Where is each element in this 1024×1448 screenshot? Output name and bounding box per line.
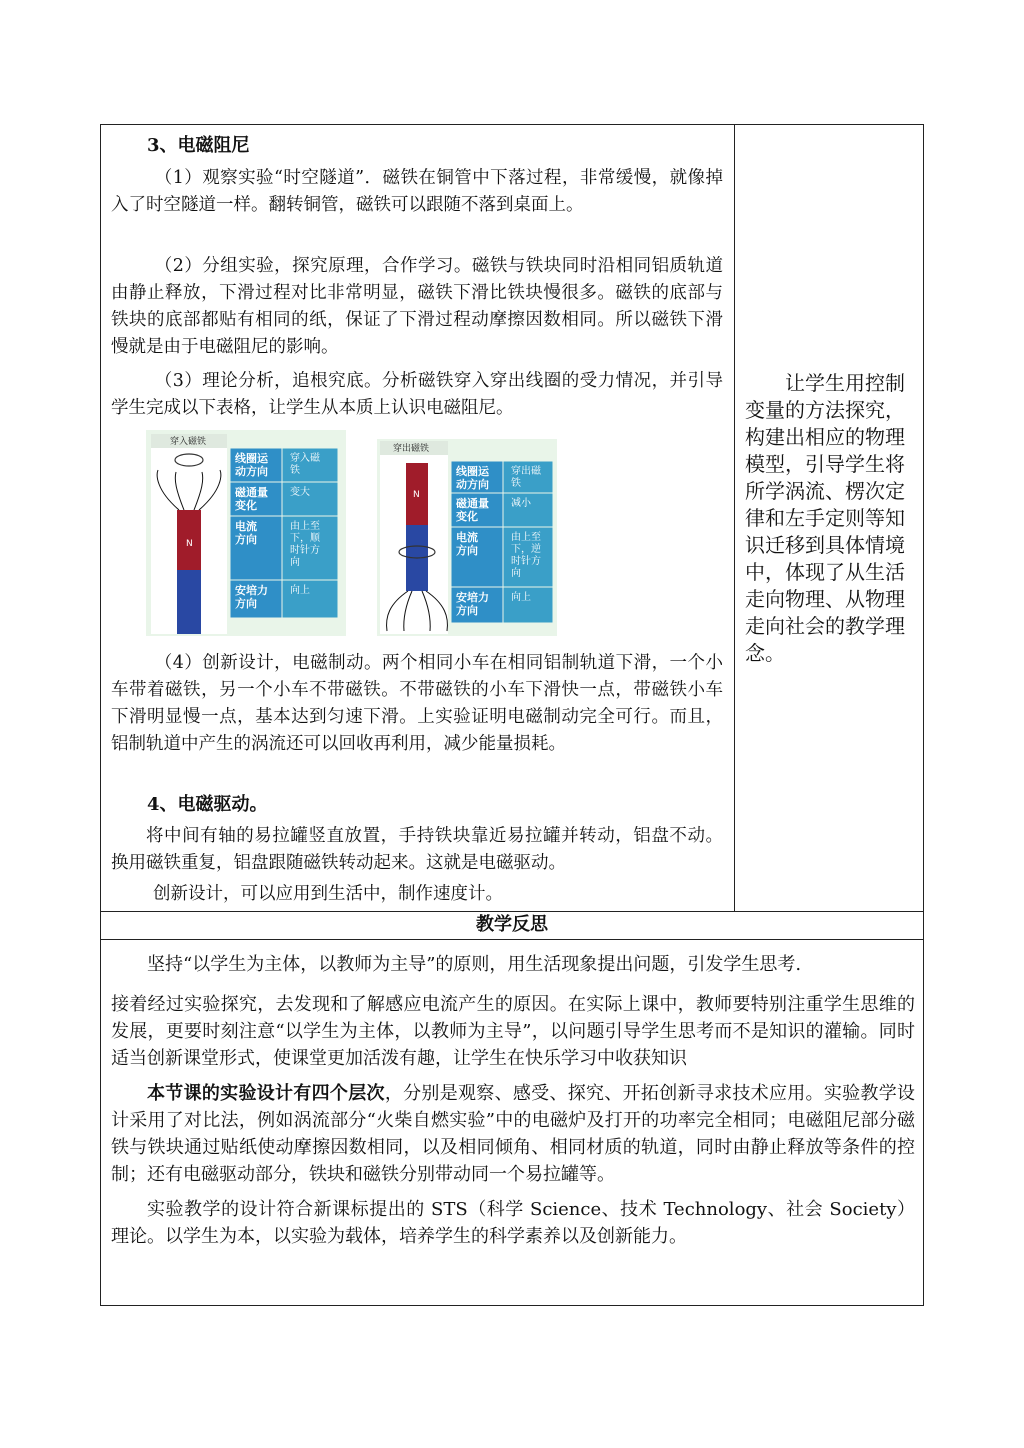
table-value-text: 向 (511, 568, 521, 579)
section3-heading: 3、电磁阻尼 (147, 135, 250, 156)
section4-heading: 4、电磁驱动。 (147, 794, 268, 815)
reflection-paragraph-2: 接着经过实验探究，去发现和了解感应电流产生的原因。在实际上课中，教师要特别注重学生思维的发展，更要时刻注意“以学生为主体，以教师为主导”，以问题引导学生思考而不是知识的灌输。同时适当创新课堂形式，使课堂更加活泼有趣，让学生在快乐学习中收获知识 (111, 994, 915, 1069)
table-label-text: 变化 (235, 499, 257, 512)
table-value-text: 穿出磁 (511, 466, 541, 477)
column-divider (734, 125, 735, 911)
table-label-text: 线圈运 (456, 465, 489, 478)
magnet-pole-label: N (186, 539, 193, 549)
figure-right-caption: 穿出磁铁 (393, 444, 430, 454)
table-label-text: 磁通量 (456, 497, 489, 510)
table-label-text: 方向 (235, 533, 257, 546)
table-value-text: 向上 (511, 592, 531, 603)
table-label-text: 动方向 (235, 465, 268, 478)
table-label-text: 变化 (456, 510, 478, 523)
table-label-text: 方向 (456, 604, 478, 617)
table-value-text: 铁 (290, 465, 300, 476)
section4-paragraph-2: 创新设计，可以应用到生活中，制作速度计。 (153, 884, 503, 904)
section3-paragraph-3: （3）理论分析，追根究底。分析磁铁穿入穿出线圈的受力情况，并引导学生完成以下表格，让学生从本质上认识电磁阻尼。 (111, 371, 723, 418)
figure-left-table (230, 448, 338, 618)
table-value-text: 下，顺 (290, 533, 320, 544)
table-label-text: 方向 (235, 597, 257, 610)
table-value-text: 向上 (290, 585, 310, 596)
table-label-text: 方向 (456, 544, 478, 557)
magnet-south (177, 570, 201, 634)
table-value-text: 变大 (290, 487, 310, 498)
table-label-text: 安培力 (456, 591, 489, 604)
row-divider (101, 939, 923, 940)
section3-paragraph-2: （2）分组实验，探究原理，合作学习。磁铁与铁块同时沿相同铝质轨道由静止释放，下滑过程对比非常明显，磁铁下滑比铁块慢很多。磁铁的底部与铁块的底部都贴有相同的纸，保证了下滑过程动摩擦因数相同。所以磁铁下滑慢就是由于电磁阻尼的影响。 (111, 256, 723, 357)
reflection-paragraph-3 (111, 1080, 915, 1188)
right-column-text: 让学生用控制变量的方法探究，构建出相应的物理模型，引导学生将所学涡流、楞次定律和左手定则等知识迁移到具体情境中，体现了从生活走向物理、从物理走向社会的教学理念。 (745, 371, 905, 665)
section3-paragraph-1: （1）观察实验“时空隧道”．磁铁在铜管中下落过程，非常缓慢，就像掉入了时空隧道一样。翻转铜管，磁铁可以跟随不落到桌面上。 (111, 168, 723, 215)
table-value-text: 穿入磁 (290, 453, 320, 464)
table-label-text: 磁通量 (235, 486, 268, 499)
figure-magnet-exiting (377, 439, 557, 636)
figure-right-table (451, 461, 553, 623)
reflection-paragraph-3-bold: 本节课的实验设计有四个层次 (147, 1083, 385, 1104)
table-value-text: 由上至 (290, 521, 320, 532)
table-value-text: 铁 (511, 478, 521, 489)
table-value-text: 时针方 (511, 556, 541, 567)
figure-magnet-entering (146, 430, 346, 636)
table-value-text: 时针方 (290, 545, 320, 556)
table-label-text: 安培力 (235, 584, 268, 597)
magnet-pole-label: N (413, 490, 420, 500)
table-value-text: 减小 (511, 498, 531, 509)
table-value-text: 向 (290, 557, 300, 568)
table-label-text: 线圈运 (235, 452, 268, 465)
reflection-title: 教学反思 (476, 914, 548, 935)
lesson-table (100, 124, 924, 1306)
section4-paragraph-1: 将中间有轴的易拉罐竖直放置，手持铁块靠近易拉罐并转动，铝盘不动。换用磁铁重复，铝盘跟随磁铁转动起来。这就是电磁驱动。 (111, 826, 723, 873)
reflection-paragraph-4: 实验教学的设计符合新课标提出的 STS（科学 Science、技术 Technology、社会 Society）理论。以学生为本，以实验为载体，培养学生的科学素养以及创新能力。 (111, 1199, 915, 1247)
table-label-text: 电流 (235, 520, 257, 533)
section3-paragraph-4: （4）创新设计，电磁制动。两个相同小车在相同铝制轨道下滑，一个小车带着磁铁，另一个小车不带磁铁。不带磁铁的小车下滑快一点，带磁铁小车下滑明显慢一点，基本达到匀速下滑。上实验证明电磁制动完全可行。而且，铝制轨道中产生的涡流还可以回收再利用，减少能量损耗。 (111, 653, 723, 754)
reflection-paragraph-1: 坚持“以学生为主体，以教师为主导”的原则，用生活现象提出问题，引发学生思考. (147, 954, 802, 975)
figure-left-caption: 穿入磁铁 (170, 437, 207, 447)
table-value-text: 由上至 (511, 532, 541, 543)
right-column (745, 370, 917, 667)
reflection-paragraph-3-rest: ，分别是观察、感受、探究、开拓创新寻求技术应用。实验教学设计采用了对比法，例如涡流部分“火柴自燃实验”中的电磁炉及打开的功率完全相同；电磁阻尼部分磁铁与铁块通过贴纸使动摩擦因数相同，以及相同倾角、相同材质的轨道，同时由静止释放等条件的控制；还有电磁驱动部分，铁块和磁铁分别带动同一个易拉罐等。 (111, 1083, 916, 1185)
reflection-body (111, 951, 915, 1250)
table-value-text: 下，逆 (511, 544, 541, 555)
table-label-text: 电流 (456, 531, 478, 544)
table-label-text: 动方向 (456, 478, 489, 491)
